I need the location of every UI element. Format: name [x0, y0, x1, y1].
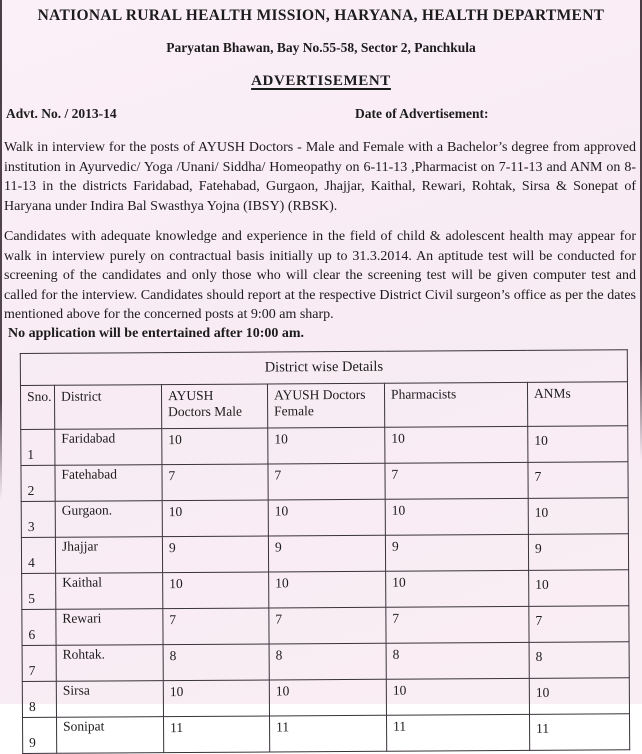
cell-ayush_male: 8: [163, 643, 269, 680]
cell-sno: 7: [22, 645, 56, 681]
cell-ayush_female: 7: [269, 607, 386, 644]
table-row: [22, 605, 629, 645]
cell-ayush_male: 9: [162, 535, 268, 572]
cell-ayush_female: 11: [269, 715, 386, 752]
cell-pharmacists: 10: [385, 498, 528, 535]
cell-district: Fatehabad: [55, 464, 162, 501]
district-wise-table: [20, 349, 630, 754]
page-subtitle: Paryatan Bhawan, Bay No.55-58, Sector 2, Panchkula: [166, 40, 476, 55]
cell-sno: 2: [21, 465, 55, 501]
cell-pharmacists: 11: [386, 714, 529, 751]
header-ayush-doctors-male: AYUSH Doctors Male: [161, 383, 267, 428]
advertisement-heading-text: ADVERTISEMENT: [251, 73, 391, 89]
date-of-advertisement-label: Date of Advertisement:: [355, 106, 489, 121]
cell-district: Rewari: [56, 608, 163, 645]
cell-anms: 9: [528, 533, 628, 570]
cell-pharmacists: 7: [385, 462, 528, 499]
table-row: [21, 425, 628, 465]
cell-pharmacists: 9: [385, 534, 528, 571]
cell-anms: 10: [529, 569, 629, 606]
page-title: NATIONAL RURAL HEALTH MISSION, HARYANA, HEALTH DEPARTMENT: [37, 7, 605, 24]
cell-ayush_male: 10: [162, 427, 268, 464]
table-row: [21, 461, 628, 501]
paragraph-candidates-info: Candidates with adequate knowledge and experience in the field of child & adolescent health may appear for walk in interview purely on contractual basis initially up to 31.3.2014. An aptitude test will be conducted for screening of the candidates and only those who will clear the screening test will be given computer test and called for the interview. Candidates should report at the respective District Civil surgeon’s office as per the dates mentioned above for the concerned posts at 9:00 am sharp.: [4, 229, 636, 322]
advt-number: Advt. No. / 2013-14: [6, 106, 117, 121]
cell-ayush_male: 7: [162, 463, 268, 500]
cell-ayush_female: 10: [268, 499, 385, 536]
table-row: [21, 497, 628, 537]
cell-ayush_female: 10: [268, 427, 385, 464]
cell-ayush_male: 10: [162, 499, 268, 536]
cell-sno: 6: [22, 609, 56, 645]
notice-no-application: No application will be entertained after 10:00 am.: [8, 325, 305, 341]
cell-anms: 10: [528, 497, 628, 534]
cell-pharmacists: 10: [385, 426, 528, 463]
cell-ayush_female: 7: [268, 463, 385, 500]
cell-district: Rohtak.: [56, 644, 163, 681]
cell-anms: 7: [529, 605, 629, 642]
cell-district: Sonipat: [57, 716, 164, 753]
cell-ayush_female: 10: [269, 571, 386, 608]
table-row: [22, 569, 629, 609]
cell-ayush_male: 11: [163, 715, 269, 752]
cell-sno: 9: [23, 717, 57, 753]
cell-pharmacists: 7: [386, 606, 529, 643]
table-caption-row: [20, 349, 627, 385]
cell-anms: 7: [528, 461, 628, 498]
cell-ayush_male: 10: [163, 679, 269, 716]
header-anms: ANMs: [527, 381, 627, 426]
cell-district: Jhajjar: [55, 536, 162, 573]
table-row: [23, 713, 630, 753]
cell-district: Sirsa: [56, 680, 163, 717]
cell-ayush_female: 9: [268, 535, 385, 572]
table-row: [22, 677, 629, 717]
advertisement-heading: [0, 56, 642, 90]
cell-district: Kaithal: [56, 572, 163, 609]
cell-sno: 8: [22, 681, 56, 717]
cell-ayush_female: 10: [269, 679, 386, 716]
cell-sno: 5: [22, 573, 56, 609]
cell-sno: 1: [21, 429, 55, 465]
table-body: [21, 425, 630, 753]
table-row: [22, 641, 629, 681]
table-row: [21, 533, 628, 573]
table-caption: District wise Details: [20, 349, 627, 385]
cell-sno: 3: [21, 501, 55, 537]
cell-anms: 11: [529, 713, 629, 750]
cell-pharmacists: 10: [386, 678, 529, 715]
header-ayush-doctors-female: AYUSH Doctors Female: [267, 383, 384, 428]
cell-ayush_female: 8: [269, 643, 386, 680]
cell-anms: 8: [529, 641, 629, 678]
header-district: District: [54, 384, 161, 429]
header-pharmacists: Pharmacists: [384, 382, 527, 427]
cell-pharmacists: 10: [386, 570, 529, 607]
cell-district: Gurgaon.: [55, 500, 162, 537]
cell-sno: 4: [21, 537, 55, 573]
cell-ayush_male: 7: [163, 607, 269, 644]
cell-anms: 10: [528, 425, 628, 462]
table-header-row: [20, 381, 627, 429]
header-sno: Sno.: [20, 385, 54, 429]
cell-district: Faridabad: [55, 428, 162, 465]
cell-pharmacists: 8: [386, 642, 529, 679]
cell-ayush_male: 10: [163, 571, 269, 608]
paragraph-walkin-interview: Walk in interview for the posts of AYUSH Doctors - Male and Female with a Bachelor’s degree from approved institution in Ayurvedic/ Yoga /Unani/ Siddha/ Homeopathy on 6-11-13 ,Pharmacist on 7-11-13 and ANM on 8-11-13 in the districts Faridabad, Fatehabad, Gurgaon, Jhajjar, Kaithal, Rewari, Rohtak, Sirsa & Sonepat of Haryana under Indira Bal Swasthya Yojna (IBSY) (RBSK).: [4, 140, 636, 214]
cell-anms: 10: [529, 677, 629, 714]
advt-meta-row: [0, 106, 642, 123]
